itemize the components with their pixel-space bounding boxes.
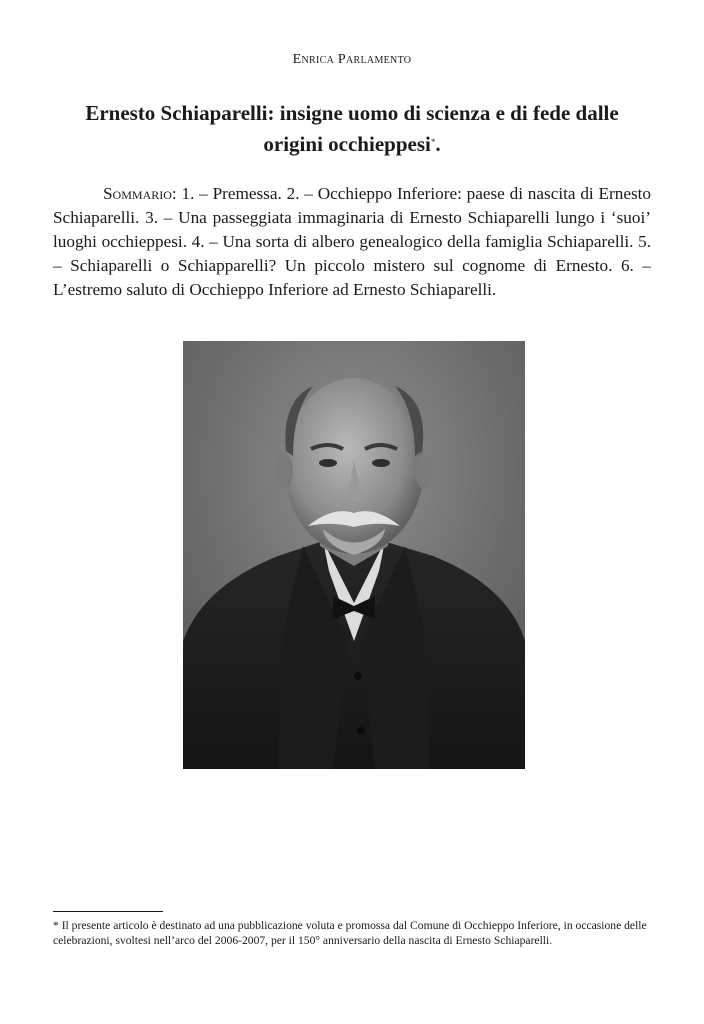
article-title-text: Ernesto Schiaparelli: insigne uomo di scienza e di fede dalle origini occhieppesi <box>85 101 619 156</box>
footnote-rule <box>53 911 163 912</box>
portrait-photo <box>183 341 525 769</box>
footnote: * Il presente articolo è destinato ad una pubblicazione voluta e promossa dal Comune di Occhieppo Inferiore, in occasione delle celebrazioni, svoltesi nell’arco del 2006-2007, per il 150° anniversario della nascita di Ernesto Schiaparelli. <box>53 919 647 947</box>
summary-text: : 1. – Premessa. 2. – Occhieppo Inferiore: paese di nascita di Ernesto Schiaparelli. 3. – Una passeggiata immaginaria di Ernesto Schiaparelli lungo i ‘suoi’ luoghi occhieppesi. 4. – Una sorta di albero genealogico della famiglia Schiaparelli. 5. – Schiaparelli o Schiapparelli? Un piccolo mistero sul cognome di Ernesto. 6. – L’estremo saluto di Occhieppo Inferiore ad Ernesto Schiaparelli. <box>53 184 651 299</box>
portrait-illustration <box>183 341 525 769</box>
article-title <box>60 98 644 160</box>
title-end: . <box>435 132 441 156</box>
title-footnote-marker: * <box>430 137 436 147</box>
summary-label: Sommario <box>103 184 172 203</box>
summary-paragraph <box>53 182 651 302</box>
author-name: Enrica Parlamento <box>292 52 412 67</box>
